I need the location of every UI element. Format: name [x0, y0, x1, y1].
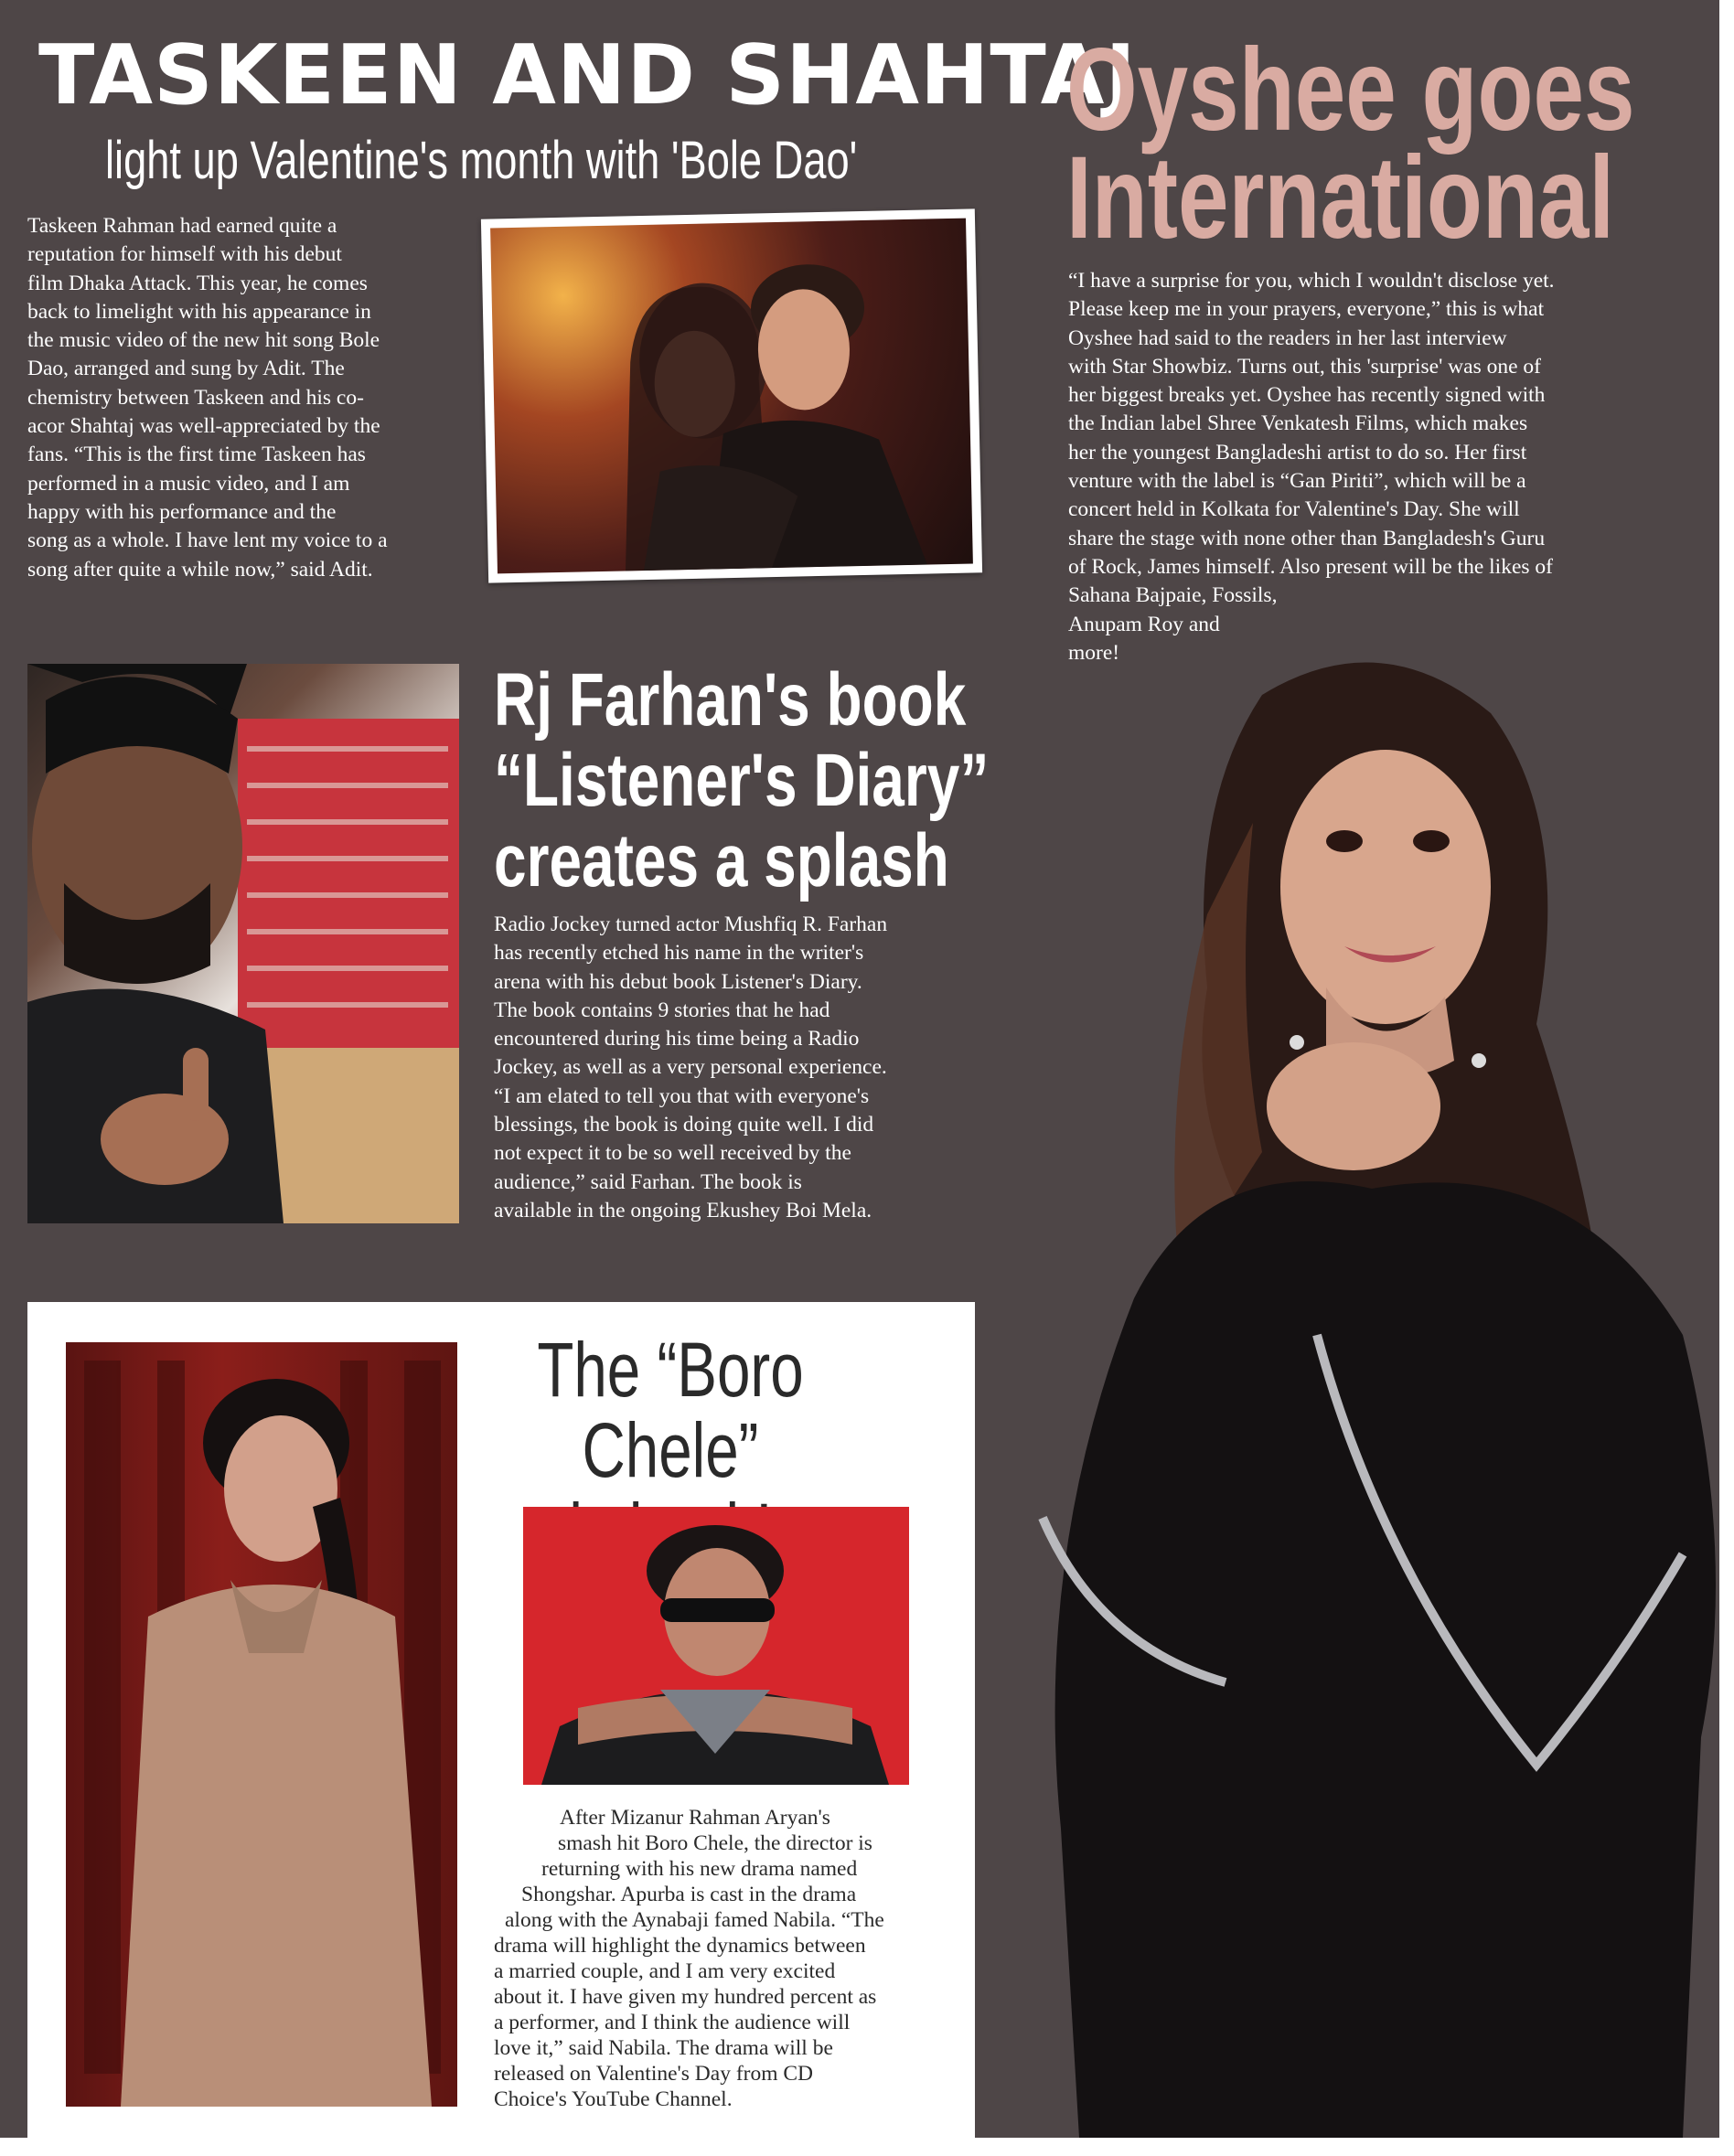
text-line: returning with his new drama named — [541, 1857, 858, 1881]
text-line: After Mizanur Rahman Aryan's — [560, 1806, 830, 1830]
oyshee-portrait — [1024, 640, 1719, 2138]
text-line: The book contains 9 stories that he had — [494, 998, 830, 1022]
text-line: of Rock, James himself. Also present will be the likes of — [1068, 554, 1553, 579]
farhan-illustration — [27, 664, 459, 1223]
couple-illustration — [490, 219, 973, 574]
text-line: encountered during his time being a Radio — [494, 1027, 860, 1051]
text-line: Shongshar. Apurba is cast in the drama — [521, 1883, 857, 1906]
text-line: song after quite a while now,” said Adit. — [27, 557, 373, 582]
taskeen-article-body — [27, 212, 480, 584]
text-line: more! — [1068, 640, 1120, 665]
text-line: love it,” said Nabila. The drama will be — [494, 2036, 833, 2060]
headline-line: creates a splash — [494, 819, 949, 902]
text-line: Please keep me in your prayers, everyone,” this is what — [1068, 297, 1545, 322]
text-line: smash hit Boro Chele, the director is — [558, 1831, 872, 1855]
text-line: the music video of the new hit song Bole — [27, 328, 380, 353]
text-line: arena with his debut book Listener's Diary. — [494, 969, 862, 994]
text-line: about it. I have given my hundred percent as — [494, 1985, 877, 2009]
taskeen-shahtaj-photo — [481, 208, 982, 582]
text-line: reputation for himself with his debut — [27, 242, 342, 267]
text-line: released on Valentine's Day from CD — [494, 2062, 814, 2086]
text-line: song as a whole. I have lent my voice to a — [27, 528, 388, 553]
headline-line: “Listener's Diary” — [494, 739, 990, 822]
text-line: her biggest breaks yet. Oyshee has recently signed with — [1068, 383, 1546, 408]
text-line: fans. “This is the first time Taskeen has — [27, 443, 366, 467]
text-line: available in the ongoing Ekushey Boi Mela. — [494, 1198, 872, 1222]
headline-line: Oyshee goes — [1066, 25, 1635, 155]
text-line: Choice's YouTube Channel. — [494, 2087, 733, 2111]
farhan-headline — [494, 660, 989, 902]
text-line: Dao, arranged and sung by Adit. The — [27, 357, 345, 381]
headline-line — [421, 1327, 920, 1493]
apurba-photo — [523, 1507, 909, 1785]
text-line: drama will highlight the dynamics between — [494, 1934, 866, 1958]
text-line: happy with his performance and the — [27, 499, 337, 524]
text-line: back to limelight with his appearance in — [27, 299, 371, 324]
text-line: a married couple, and I am very excited — [494, 1959, 836, 1983]
oyshee-illustration — [1024, 640, 1719, 2138]
headline-line: International — [1066, 133, 1615, 263]
text-line: blessings, the book is doing quite well. I did — [494, 1113, 874, 1137]
text-line: Taskeen Rahman had earned quite a — [27, 214, 337, 238]
taskeen-headline: TASKEEN AND SHAHTAJ — [38, 27, 1137, 123]
taskeen-subheadline: light up Valentine's month with 'Bole Dao' — [105, 131, 858, 190]
page-right-margin — [1719, 0, 1734, 2156]
text-line: Sahana Bajpaie, Fossils, — [1068, 583, 1278, 608]
text-line: venture with the label is “Gan Piriti”, which will be a — [1068, 469, 1526, 494]
apurba-illustration — [523, 1507, 909, 1785]
text-line: Oyshee had said to the readers in her last interview — [1068, 326, 1507, 350]
headline-line-1: The “Boro Chele” — [537, 1327, 804, 1493]
boro-chele-box — [27, 1302, 975, 2138]
boro-chele-article-body — [27, 1805, 975, 2134]
text-line: performed in a music video, and I am — [27, 471, 350, 496]
text-line: concert held in Kolkata for Valentine's Day. She will — [1068, 497, 1520, 522]
text-line: not expect it to be so well received by the — [494, 1141, 851, 1166]
text-line: film Dhaka Attack. This year, he comes — [27, 271, 368, 295]
farhan-photo — [27, 664, 459, 1223]
text-line: share the stage with none other than Bangladesh's Guru — [1068, 526, 1546, 550]
text-line: her the youngest Bangladeshi artist to do so. Her first — [1068, 440, 1527, 464]
headline-line: Rj Farhan's book — [494, 658, 967, 742]
text-line: Jockey, as well as a very personal experience. — [494, 1055, 887, 1080]
farhan-article-body — [494, 911, 988, 1225]
text-line: chemistry between Taskeen and his co- — [27, 385, 364, 410]
text-line: has recently etched his name in the writer's — [494, 941, 864, 966]
oyshee-headline — [1066, 25, 1635, 263]
text-line: the Indian label Shree Venkatesh Films, which makes — [1068, 411, 1528, 436]
text-line: along with the Aynabaji famed Nabila. “The — [505, 1908, 884, 1932]
page-bottom-margin — [0, 2138, 1734, 2156]
text-line: “I have a surprise for you, which I wouldn't disclose yet. — [1068, 269, 1555, 293]
text-line: Anupam Roy and — [1068, 612, 1220, 636]
text-line: Radio Jockey turned actor Mushfiq R. Farhan — [494, 913, 888, 936]
text-line: acor Shahtaj was well-appreciated by the — [27, 414, 380, 439]
text-line: audience,” said Farhan. The book is — [494, 1169, 802, 1194]
oyshee-article-body — [1068, 267, 1672, 667]
text-line: “I am elated to tell you that with everyone's — [494, 1083, 870, 1108]
text-line: with Star Showbiz. Turns out, this 'surprise' was one of — [1068, 354, 1541, 379]
text-line: a performer, and I think the audience will — [494, 2011, 851, 2034]
